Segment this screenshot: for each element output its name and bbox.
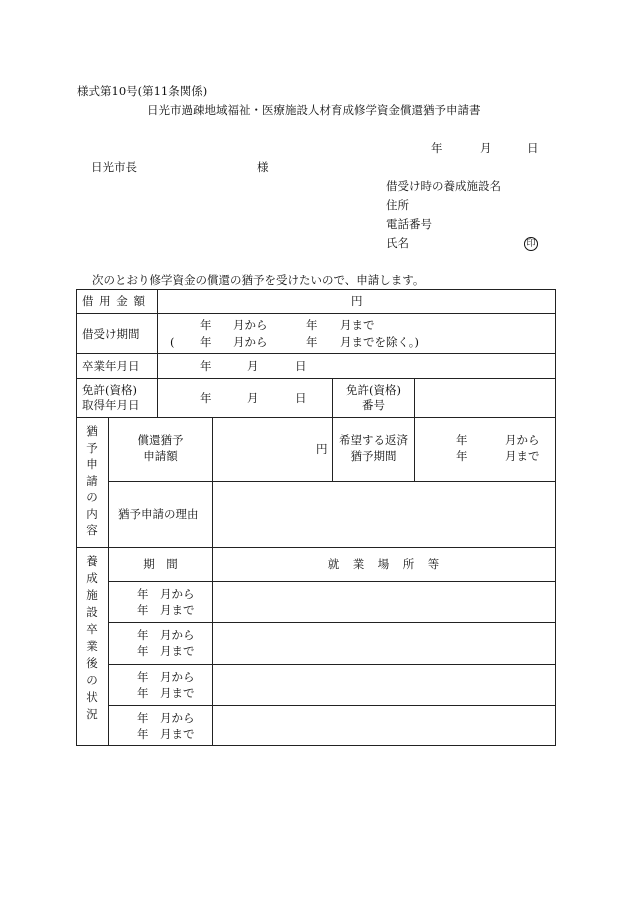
deferral-from-year[interactable]: 年 xyxy=(456,433,468,447)
loan-period-from-year[interactable]: 年 xyxy=(200,318,212,332)
deferral-amount-label-line2: 申請額 xyxy=(143,449,178,463)
deferral-to-month[interactable]: 月まで xyxy=(505,449,540,463)
status-row-to[interactable]: 年 月まで xyxy=(137,727,195,741)
loan-amount-label: 借 用 金 額 xyxy=(82,294,146,308)
deferral-from-month[interactable]: 月から xyxy=(505,433,540,447)
license-date-label-line2: 取得年月日 xyxy=(82,398,140,412)
license-date-label-line1: 免許(資格) xyxy=(82,383,137,397)
date-day-label[interactable]: 日 xyxy=(527,141,539,155)
status-row-to[interactable]: 年 月まで xyxy=(137,644,195,658)
status-row-from[interactable]: 年 月から xyxy=(137,670,195,684)
loan-period-to-month[interactable]: 月まで xyxy=(340,318,375,332)
addressee: 日光市長 xyxy=(91,160,137,174)
exclude-from-month[interactable]: 月から xyxy=(233,335,268,349)
honorific: 様 xyxy=(257,160,269,174)
license-number-label-line1: 免許(資格) xyxy=(346,383,401,397)
license-day[interactable]: 日 xyxy=(295,391,307,405)
graduation-month[interactable]: 月 xyxy=(247,359,259,373)
facility-name-label[interactable]: 借受け時の養成施設名 xyxy=(386,179,501,193)
deferral-reason-field[interactable] xyxy=(213,483,555,546)
intro-text: 次のとおり修学資金の償還の猶予を受けたいので、申請します。 xyxy=(92,273,425,287)
deferral-reason-label: 猶予申請の理由 xyxy=(118,507,199,521)
deferral-period-label-line2: 猶予期間 xyxy=(350,449,397,463)
status-section-label: 養成施設卒業後の状況 xyxy=(86,554,98,721)
status-row-from[interactable]: 年 月から xyxy=(137,711,195,725)
workplace-header: 就 業 場 所 等 xyxy=(327,557,441,571)
date-year-label[interactable]: 年 xyxy=(431,141,443,155)
exclude-to-year[interactable]: 年 xyxy=(306,335,318,349)
status-row-from[interactable]: 年 月から xyxy=(137,628,195,642)
deferral-amount-unit[interactable]: 円 xyxy=(316,442,328,456)
license-number-label-line2: 番号 xyxy=(362,398,385,412)
address-label[interactable]: 住所 xyxy=(386,198,409,212)
page-title: 日光市過疎地域福祉・医療施設人材育成修学資金償還猶予申請書 xyxy=(147,103,481,117)
graduation-day[interactable]: 日 xyxy=(295,359,307,373)
form-number: 様式第10号(第11条関係) xyxy=(77,84,208,98)
name-label[interactable]: 氏名 xyxy=(386,236,409,250)
status-row-to[interactable]: 年 月まで xyxy=(137,603,195,617)
status-row-from[interactable]: 年 月から xyxy=(137,587,195,601)
loan-period-from-month[interactable]: 月から xyxy=(233,318,268,332)
period-header: 期 間 xyxy=(143,557,178,571)
status-row-to[interactable]: 年 月まで xyxy=(137,686,195,700)
deferral-period-label-line1: 希望する返済 xyxy=(339,433,408,447)
seal-icon: 印 xyxy=(524,237,538,251)
loan-period-label: 借受け期間 xyxy=(82,327,140,341)
graduation-date-label: 卒業年月日 xyxy=(82,359,140,373)
license-month[interactable]: 月 xyxy=(247,391,259,405)
loan-period-to-year[interactable]: 年 xyxy=(306,318,318,332)
deferral-section-label: 猶予申請の内容 xyxy=(86,424,98,537)
license-year[interactable]: 年 xyxy=(200,391,212,405)
exclude-from-year[interactable]: 年 xyxy=(200,335,212,349)
exclude-paren: ( xyxy=(170,335,175,349)
loan-amount-unit[interactable]: 円 xyxy=(351,294,363,308)
deferral-amount-label-line1: 償還猶予 xyxy=(137,433,184,447)
phone-label[interactable]: 電話番号 xyxy=(386,217,432,231)
date-month-label[interactable]: 月 xyxy=(480,141,492,155)
graduation-year[interactable]: 年 xyxy=(200,359,212,373)
deferral-to-year[interactable]: 年 xyxy=(456,449,468,463)
exclude-to-month[interactable]: 月までを除く。) xyxy=(340,335,420,349)
